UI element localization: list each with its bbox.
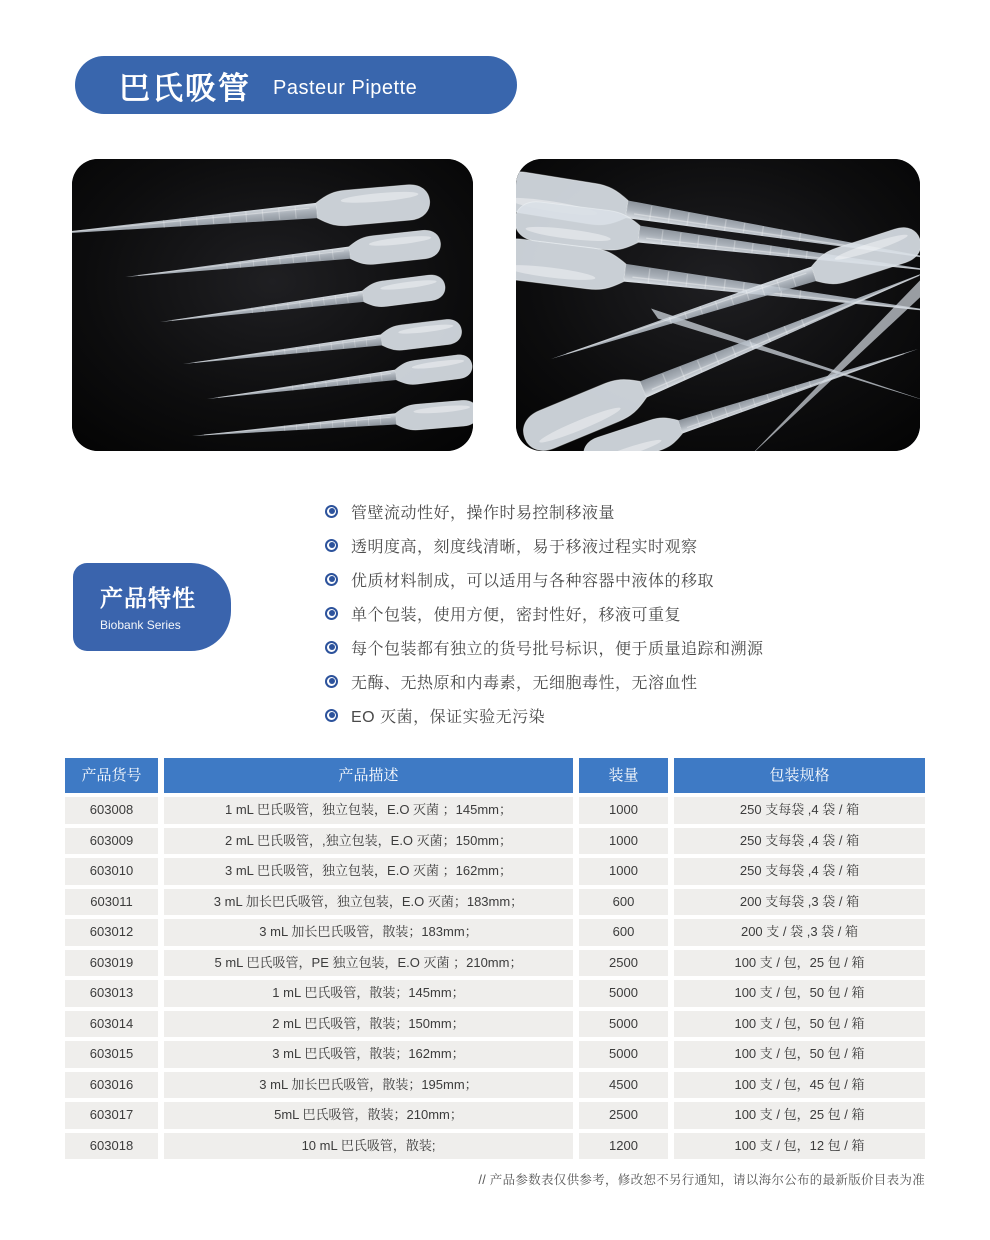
cell-code: 603016 [65,1072,158,1099]
table-header-code: 产品货号 [65,758,158,793]
cell-quantity: 5000 [579,1011,668,1038]
cell-description: 5mL 巴氏吸管，散装；210mm； [164,1102,573,1129]
cell-description: 3 mL 巴氏吸管，独立包装，E.O 灭菌 ；162mm； [164,858,573,885]
cell-code: 603019 [65,950,158,977]
cell-quantity: 4500 [579,1072,668,1099]
feature-text: 无酶、无热原和内毒素，无细胞毒性，无溶血性 [351,674,698,692]
cell-packaging: 250 支每袋 ,4 袋 / 箱 [674,797,925,824]
features-list [325,494,764,732]
cell-code: 603015 [65,1041,158,1068]
table-header-packaging: 包装规格 [674,758,925,793]
cell-quantity: 2500 [579,1102,668,1129]
cell-packaging: 200 支 / 袋 ,3 袋 / 箱 [674,919,925,946]
cell-packaging: 250 支每袋 ,4 袋 / 箱 [674,828,925,855]
cell-description: 2 mL 巴氏吸管，,独立包装，E.O 灭菌；150mm； [164,828,573,855]
features-section-title: 产品特性 [100,585,196,611]
cell-code: 603018 [65,1133,158,1160]
cell-description: 10 mL 巴氏吸管，散装; [164,1133,573,1160]
feature-text: 管壁流动性好，操作时易控制移液量 [351,504,616,522]
table-header-description: 产品描述 [164,758,573,793]
page-title: 巴氏吸管 [119,70,251,106]
bullet-icon [325,539,338,552]
bullet-icon [325,573,338,586]
cell-code: 603010 [65,858,158,885]
cell-description: 3 mL 加长巴氏吸管，独立包装，E.O 灭菌；183mm； [164,889,573,916]
cell-packaging: 100 支 / 包，12 包 / 箱 [674,1133,925,1160]
bullet-icon [325,709,338,722]
product-photo-right [516,159,920,451]
cell-quantity: 2500 [579,950,668,977]
cell-quantity: 600 [579,889,668,916]
cell-description: 3 mL 加长巴氏吸管，散装；195mm； [164,1072,573,1099]
feature-item [325,562,764,596]
cell-packaging: 100 支 / 包，50 包 / 箱 [674,1041,925,1068]
cell-description: 5 mL 巴氏吸管，PE 独立包装，E.O 灭菌 ；210mm； [164,950,573,977]
feature-item [325,494,764,528]
feature-text: EO 灭菌，保证实验无污染 [351,708,546,726]
page-title-english: Pasteur Pipette [273,76,418,99]
cell-packaging: 100 支 / 包，50 包 / 箱 [674,980,925,1007]
product-photo-left [72,159,473,451]
cell-packaging: 200 支每袋 ,3 袋 / 箱 [674,889,925,916]
cell-quantity: 1000 [579,797,668,824]
cell-code: 603014 [65,1011,158,1038]
feature-text: 优质材料制成，可以适用与各种容器中液体的移取 [351,572,715,590]
cell-quantity: 5000 [579,980,668,1007]
features-section-subtitle: Biobank Series [100,618,181,632]
cell-code: 603013 [65,980,158,1007]
cell-code: 603008 [65,797,158,824]
page-title-banner [75,56,517,114]
cell-description: 1 mL 巴氏吸管，散装；145mm； [164,980,573,1007]
feature-text: 每个包装都有独立的货号批号标识，便于质量追踪和溯源 [351,640,764,658]
cell-description: 2 mL 巴氏吸管，散装；150mm； [164,1011,573,1038]
cell-description: 1 mL 巴氏吸管，独立包装，E.O 灭菌 ；145mm； [164,797,573,824]
feature-item [325,528,764,562]
feature-item [325,596,764,630]
cell-code: 603009 [65,828,158,855]
cell-description: 3 mL 加长巴氏吸管，散装；183mm； [164,919,573,946]
cell-quantity: 1200 [579,1133,668,1160]
feature-text: 透明度高，刻度线清晰，易于移液过程实时观察 [351,538,698,556]
feature-text: 单个包装，使用方便，密封性好，移液可重复 [351,606,682,624]
bullet-icon [325,675,338,688]
features-section-label [73,563,231,651]
cell-packaging: 100 支 / 包，50 包 / 箱 [674,1011,925,1038]
cell-quantity: 600 [579,919,668,946]
disclaimer-footnote: // 产品参数表仅供参考，修改恕不另行通知，请以海尔公布的最新版价目表为准 [478,1173,925,1187]
feature-item [325,630,764,664]
cell-quantity: 1000 [579,858,668,885]
bullet-icon [325,505,338,518]
cell-quantity: 5000 [579,1041,668,1068]
feature-item [325,664,764,698]
pipettes-closeup-illustration [516,159,920,451]
cell-packaging: 250 支每袋 ,4 袋 / 箱 [674,858,925,885]
cell-packaging: 100 支 / 包，25 包 / 箱 [674,1102,925,1129]
table-header-quantity: 装量 [579,758,668,793]
bullet-icon [325,641,338,654]
cell-packaging: 100 支 / 包，25 包 / 箱 [674,950,925,977]
pipettes-group-illustration [72,159,473,451]
cell-code: 603011 [65,889,158,916]
cell-code: 603017 [65,1102,158,1129]
product-table [65,758,925,1159]
cell-code: 603012 [65,919,158,946]
cell-quantity: 1000 [579,828,668,855]
feature-item [325,698,764,732]
cell-description: 3 mL 巴氏吸管，散装；162mm； [164,1041,573,1068]
cell-packaging: 100 支 / 包，45 包 / 箱 [674,1072,925,1099]
bullet-icon [325,607,338,620]
